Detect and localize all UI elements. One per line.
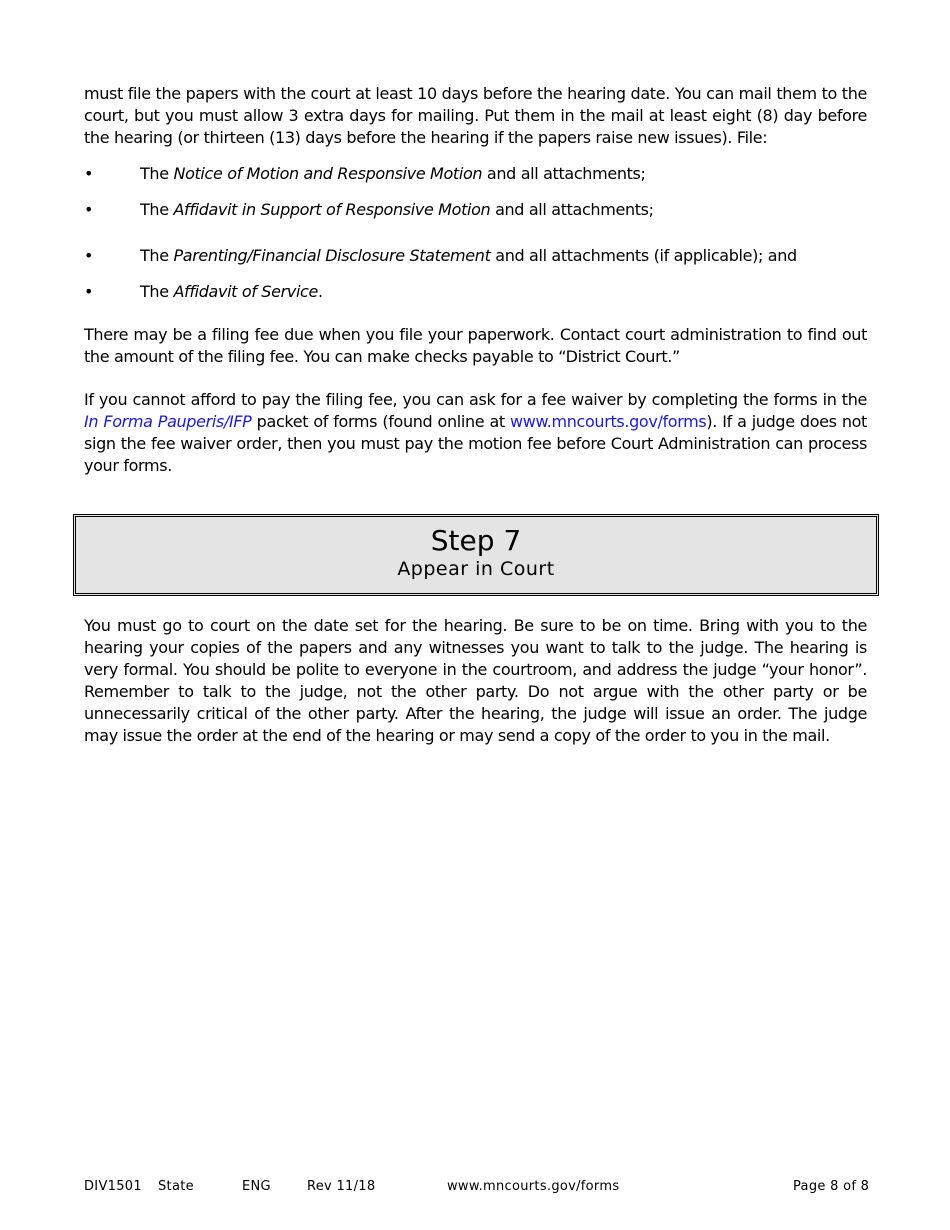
step-header (73, 514, 879, 596)
list-item: • The Parenting/Financial Disclosure Statement and all attachments (if applicable); and (84, 246, 797, 265)
footer-state: State (158, 1179, 194, 1194)
bullet-icon: • (84, 200, 94, 219)
bullet-icon: • (84, 282, 94, 301)
list-item: • The Affidavit in Support of Responsive Motion and all attachments; (84, 200, 654, 219)
list-item: • The Affidavit of Service. (84, 282, 323, 301)
list-item: • The Notice of Motion and Responsive Motion and all attachments; (84, 164, 646, 183)
step-subtitle: Appear in Court (397, 558, 555, 580)
filing-fee-paragraph: There may be a filing fee due when you file your paperwork. Contact court administration to find out the amount of the filing fee. You can make checks payable to “District Court.” (84, 325, 867, 366)
document-body (84, 83, 867, 477)
appear-in-court-paragraph: You must go to court on the date set for the hearing. Be sure to be on time. Bring with you to the hearing your copies of the papers and any witnesses you want to talk to the judge. The hearing is very formal. You should be polite to everyone in the courtroom, and address the judge “your honor”. Remember to talk to the judge, not the other party. Do not argue with the other party or be unnecessarily critical of the other party. After the hearing, the judge will issue an order. The judge may issue the order at the end of the hearing or may send a copy of the order to you in the mail. (84, 616, 867, 745)
footer-language: ENG (242, 1179, 271, 1194)
footer-url: www.mncourts.gov/forms (447, 1179, 620, 1194)
filing-instructions: must file the papers with the court at least 10 days before the hearing date. You can mail them to the court, but you must allow 3 extra days for mailing. Put them in the mail at least eight (8) day before the hearing (or thirteen (13) days before the hearing if the papers raise new issues). File: (84, 84, 867, 147)
bullet-icon: • (84, 246, 94, 265)
footer-revision: Rev 11/18 (307, 1179, 376, 1194)
mncourts-forms-link[interactable]: www.mncourts.gov/forms (510, 412, 707, 431)
page-footer (0, 1179, 950, 1197)
step-title: Step 7 (430, 524, 522, 557)
bullet-icon: • (84, 164, 94, 183)
fee-waiver-paragraph: If you cannot afford to pay the filing fee, you can ask for a fee waiver by completing the forms in the In Forma Pauperis/IFP packet of forms (found online at www.mncourts.gov/forms). If a judge does not sign the fee waiver order, then you must pay the motion fee before Court Administration can process your forms. (84, 390, 867, 475)
file-label: File: (736, 128, 768, 147)
ifp-forms-link[interactable]: In Forma Pauperis/IFP (84, 412, 252, 431)
filing-list (84, 163, 867, 303)
form-id: DIV1501 (84, 1179, 142, 1194)
page-number: Page 8 of 8 (793, 1179, 870, 1194)
deadline-text: at least 10 days (355, 84, 479, 103)
